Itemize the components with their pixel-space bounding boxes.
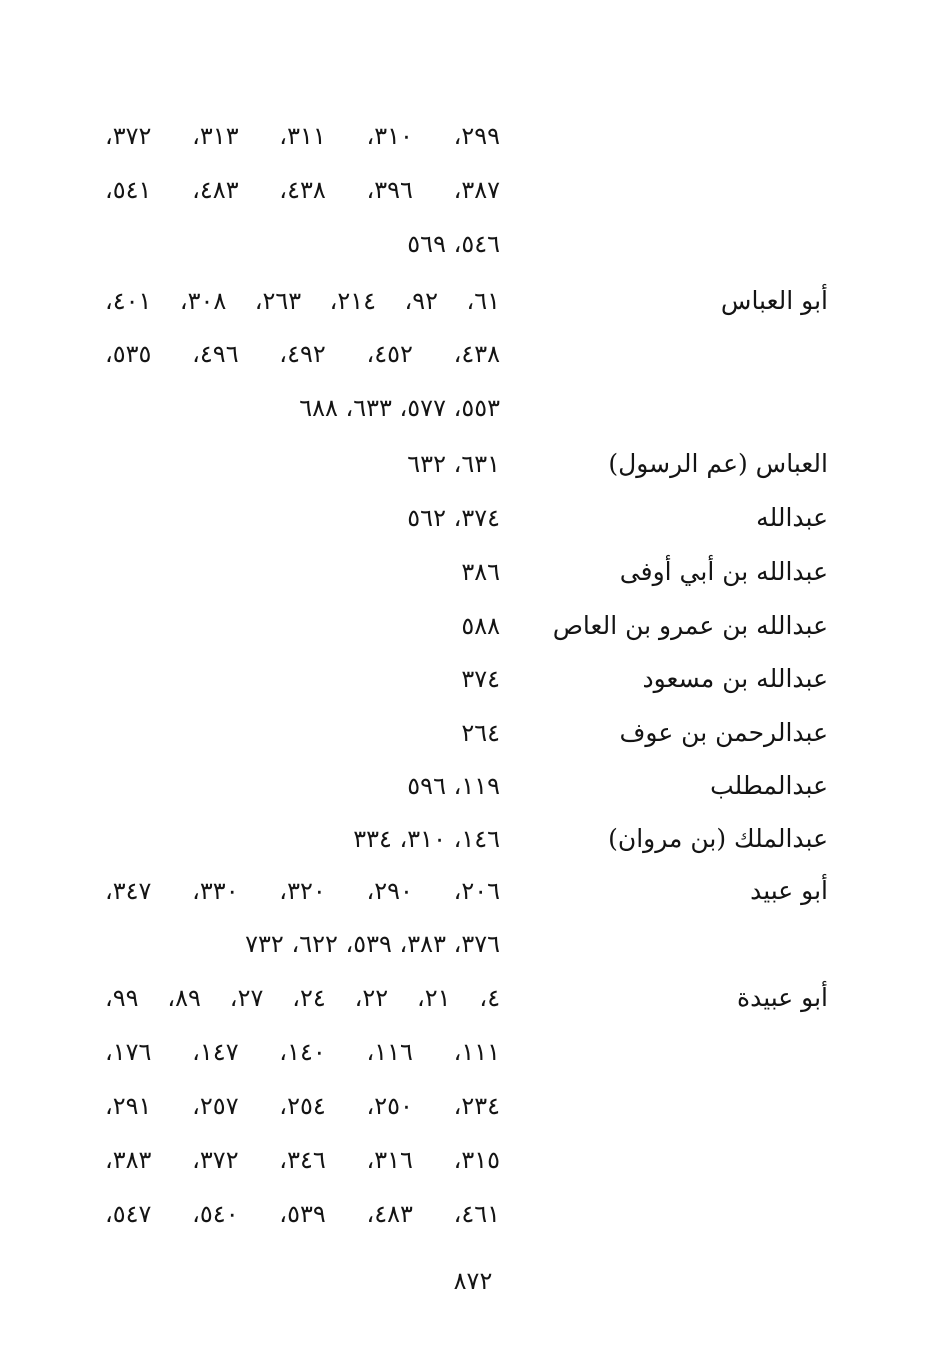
page-references: ٤٣٨، ٤٥٢، ٤٩٢، ٤٩٦، ٥٣٥، (105, 340, 501, 368)
page-references: ١١١، ١١٦، ١٤٠، ١٤٧، ١٧٦، (105, 1038, 501, 1066)
entry-name: عبدالله بن عمرو بن العاص (552, 611, 828, 640)
index-row (0, 224, 946, 264)
index-row (0, 334, 946, 374)
page-references: ٣٧٤، ٥٦٢ (407, 504, 500, 532)
page-references: ٣١٥، ٣١٦، ٣٤٦، ٣٧٢، ٣٨٣، (105, 1146, 501, 1174)
entry-name: عبدالمطلب (710, 771, 828, 800)
entry-name: أبو عبيدة (737, 983, 828, 1012)
index-row (0, 116, 946, 156)
index-row (0, 388, 946, 428)
page-references: ١٤٦، ٣١٠، ٣٣٤ (353, 825, 500, 853)
page-references: ٥٨٨ (461, 612, 500, 640)
entry-name: عبدالملك (بن مروان) (608, 824, 828, 853)
index-row (0, 1194, 946, 1234)
page-references: ٤٦١، ٤٨٣، ٥٣٩، ٥٤٠، ٥٤٧، (105, 1200, 501, 1228)
page-references: ٣٧٦، ٣٨٣، ٥٣٩، ٦٢٢، ٧٣٢ (245, 930, 500, 958)
index-row (0, 871, 946, 911)
entry-name: العباس (عم الرسول) (608, 449, 828, 478)
index-row (0, 659, 946, 699)
page-references: ٥٥٣، ٥٧٧، ٦٣٣، ٦٨٨ (299, 394, 500, 422)
page-references: ٢٦٤ (461, 719, 500, 747)
index-row (0, 1086, 946, 1126)
entry-name: عبدالرحمن بن عوف (619, 718, 828, 747)
index-row (0, 766, 946, 806)
index-row (0, 924, 946, 964)
entry-name: عبدالله بن مسعود (642, 664, 828, 693)
entry-name: عبدالله بن أبي أوفى (619, 557, 828, 586)
index-row (0, 606, 946, 646)
page-references: ٣٨٦ (461, 558, 500, 586)
entry-name: أبو العباس (720, 286, 828, 315)
page-references: ١١٩، ٥٩٦ (407, 772, 500, 800)
entry-name: عبدالله (756, 503, 828, 532)
index-row (0, 170, 946, 210)
page-references: ٥٤٦، ٥٦٩ (407, 230, 500, 258)
index-row (0, 819, 946, 859)
index-row (0, 281, 946, 321)
index-row (0, 1032, 946, 1072)
page-references: ٢٩٩، ٣١٠، ٣١١، ٣١٣، ٣٧٢، (105, 122, 501, 150)
entry-name: أبو عبيد (750, 876, 828, 905)
page-references: ٢٠٦، ٢٩٠، ٣٢٠، ٣٣٠، ٣٤٧، (105, 877, 501, 905)
page-number: ٨٧٢ (453, 1267, 493, 1295)
index-row (0, 1140, 946, 1180)
index-row (0, 978, 946, 1018)
page-references: ٦٣١، ٦٣٢ (407, 450, 500, 478)
page-references: ٤، ٢١، ٢٢، ٢٤، ٢٧، ٨٩، ٩٩، (105, 984, 501, 1012)
index-row (0, 498, 946, 538)
page-references: ٦١، ٩٢، ٢١٤، ٢٦٣، ٣٠٨، ٤٠١، (105, 287, 501, 315)
page-references: ٣٧٤ (461, 665, 500, 693)
page-references: ٢٣٤، ٢٥٠، ٢٥٤، ٢٥٧، ٢٩١، (105, 1092, 501, 1120)
index-row (0, 552, 946, 592)
page-references: ٣٨٧، ٣٩٦، ٤٣٨، ٤٨٣، ٥٤١، (105, 176, 501, 204)
index-row (0, 444, 946, 484)
index-row (0, 713, 946, 753)
